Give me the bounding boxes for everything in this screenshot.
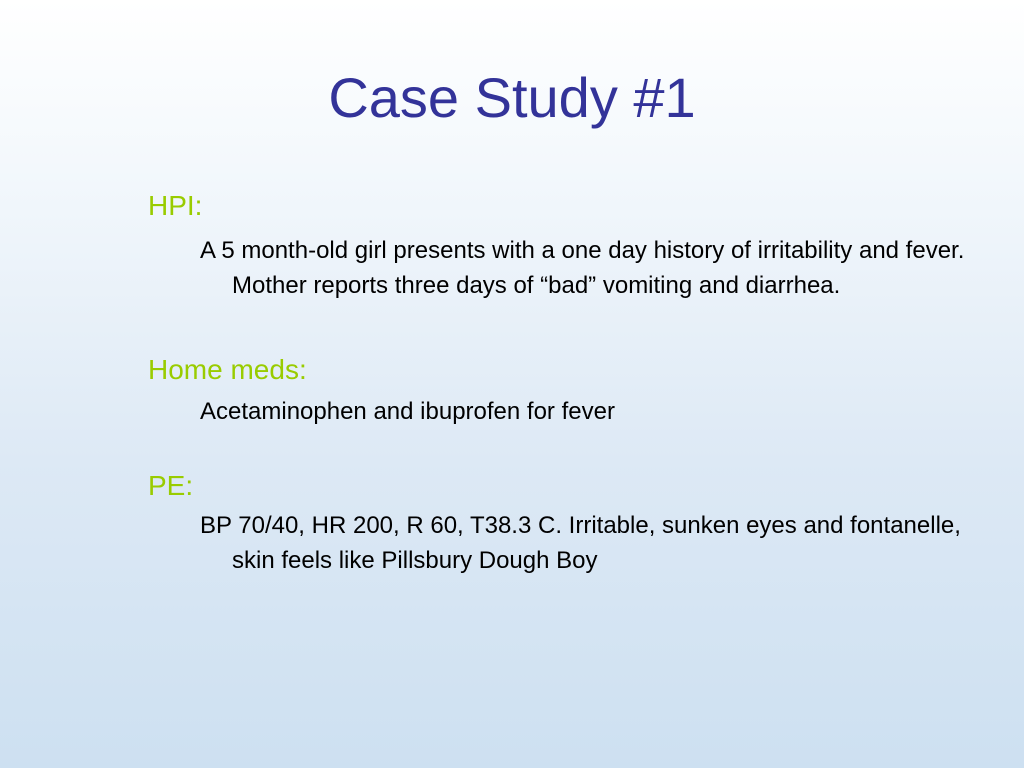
section-body-pe: BP 70/40, HR 200, R 60, T38.3 C. Irritable, sunken eyes and fontanelle, skin feels like Pillsbury Dough Boy: [200, 512, 961, 574]
section-body-home-meds: Acetaminophen and ibuprofen for fever: [200, 398, 615, 425]
slide-content: [148, 188, 978, 578]
section-heading-hpi: HPI:: [148, 190, 203, 221]
section-body-hpi: A 5 month-old girl presents with a one day history of irritability and fever. Mother reports three days of “bad” vomiting and diarrhea.: [200, 237, 965, 299]
section-home-meds: [148, 352, 978, 429]
slide-title: Case Study #1: [328, 66, 696, 129]
section-heading-pe: PE:: [148, 470, 194, 501]
section-hpi: [148, 188, 978, 303]
section-pe: [148, 468, 978, 578]
section-heading-home-meds: Home meds:: [148, 354, 307, 385]
